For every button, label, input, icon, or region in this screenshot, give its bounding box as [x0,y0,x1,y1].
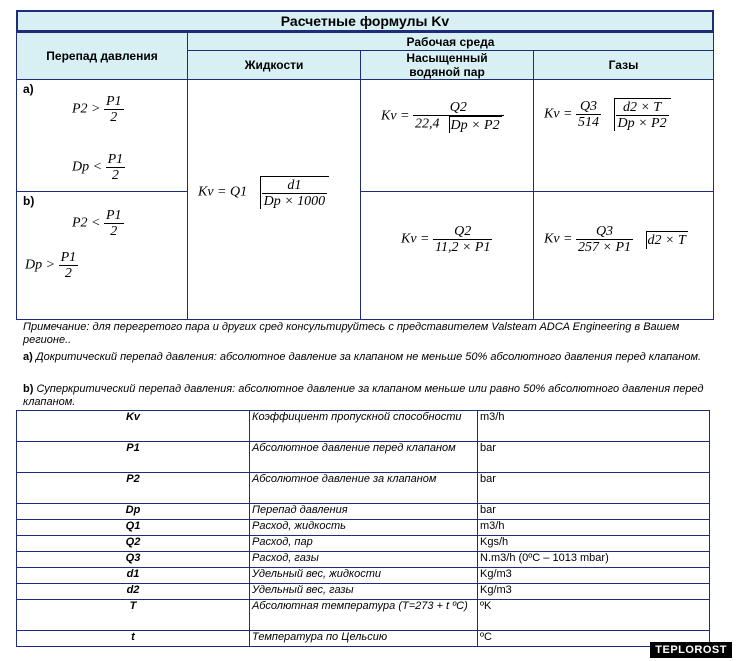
unit-cell: bar [478,442,710,473]
case-a-gas-formula-cell [534,80,714,192]
description-cell: Расход, жидкость [250,520,478,536]
note-subcritical-mark: a) [23,351,33,363]
symbols-table [16,410,710,647]
case-a-mark: a) [23,82,34,96]
note-subcritical [23,351,713,364]
description-cell: Удельный вес, газы [250,584,478,600]
case-b-conditions [17,192,188,320]
description-cell: Абсолютная температура (T=273 + t ºC) [250,600,478,631]
symbol-row [17,520,710,536]
note-main: Примечание: для перегретого пара и других сред консультируйтесь с представителем Valsteam ADCA Engineering в Вашем регионе.. [23,321,680,346]
symbol-cell: P1 [17,442,250,473]
symbol-row [17,442,710,473]
description-cell: Температура по Цельсию [250,631,478,647]
header-liquids: Жидкости [188,51,361,80]
symbol-cell: Q3 [17,552,250,568]
case-b-gas-formula-cell [534,192,714,320]
unit-cell: N.m3/h (0ºC – 1013 mbar) [478,552,710,568]
watermark-logo: TEPLOROST [650,642,732,658]
description-cell: Расход, газы [250,552,478,568]
case-b-steam-formula: Kv = $\frac{Q2}{11,2 \times P1}$ [401,224,491,255]
note-supercritical [23,383,713,409]
symbol-cell: T [17,600,250,631]
unit-cell: bar [478,504,710,520]
description-cell: Перепад давления [250,504,478,520]
formula-table [16,32,714,320]
symbol-cell: t [17,631,250,647]
header-steam [361,51,534,80]
unit-cell: m3/h [478,520,710,536]
description-cell: Коэффициент пропускной способности [250,411,478,442]
note-supercritical-mark: b) [23,383,34,395]
header-pressure-drop: Перепад давления [17,33,188,80]
note-supercritical-text: Суперкритический перепад давления: абсолютное давление за клапаном меньше или равно 50% абсолютного давления перед клапаном. [23,383,704,408]
header-steam-label: Насыщенный водяной пар [406,51,488,79]
description-cell: Абсолютное давление перед клапаном [250,442,478,473]
symbol-row [17,473,710,504]
symbol-row [17,536,710,552]
unit-cell: ºC [478,631,710,647]
symbol-row [17,631,710,647]
symbol-row [17,504,710,520]
symbol-row [17,552,710,568]
unit-cell: Kgs/h [478,536,710,552]
symbol-cell: d1 [17,568,250,584]
case-b-mark: b) [23,194,35,208]
symbol-row [17,568,710,584]
unit-cell: Kg/m3 [478,568,710,584]
unit-cell: bar [478,473,710,504]
symbol-cell: P2 [17,473,250,504]
unit-cell: ºK [478,600,710,631]
case-a-steam-formula: Kv = $\frac{Q2}{22,4 Dp \times P2}$ [381,100,504,133]
symbol-row [17,584,710,600]
case-a-steam-formula-cell [361,80,534,192]
symbol-cell: Kv [17,411,250,442]
description-cell: Удельный вес, жидкости [250,568,478,584]
liquid-formula: Kv = Q1 $\frac{d1}{Dp \times 1000}$ [198,176,329,209]
case-b-condition-dp: Dp > $\frac{P1}{2}$ [25,250,77,281]
case-b-gas-formula: Kv = $\frac{Q3}{257 \times P1}$ d2 × T [544,224,686,255]
page-title: Расчетные формулы Kv [16,10,714,32]
symbol-row [17,411,710,442]
symbol-cell: Q1 [17,520,250,536]
symbol-cell: Dp [17,504,250,520]
case-a-conditions [17,80,188,192]
unit-cell: Kg/m3 [478,584,710,600]
case-a-condition-dp: Dp < $\frac{P1}{2}$ [72,152,124,183]
symbol-cell: Q2 [17,536,250,552]
description-cell: Расход, пар [250,536,478,552]
unit-cell: m3/h [478,411,710,442]
header-gases: Газы [534,51,714,80]
header-working-medium: Рабочая среда [188,33,714,51]
case-a-condition-p2: P2 > $\frac{P1}{2}$ [72,94,122,125]
symbol-row [17,600,710,631]
case-b-steam-formula-cell [361,192,534,320]
symbol-cell: d2 [17,584,250,600]
case-a-gas-formula: Kv = $\frac{Q3}{514}$ $\frac{d2 \times T}{Dp \times P2}$ [544,98,671,131]
case-b-condition-p2: P2 < $\frac{P1}{2}$ [72,208,122,239]
description-cell: Абсолютное давление за клапаном [250,473,478,504]
note-subcritical-text: Докритический перепад давления: абсолютное давление за клапаном не меньше 50% абсолютного давления перед клапаном. [32,351,702,363]
liquid-formula-cell [188,80,361,320]
